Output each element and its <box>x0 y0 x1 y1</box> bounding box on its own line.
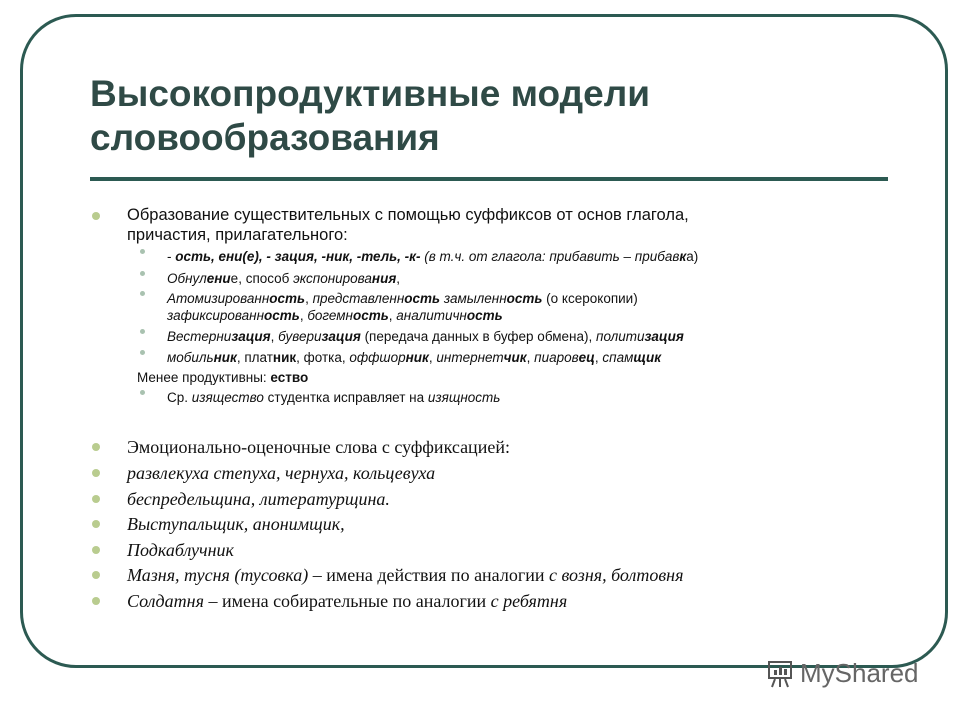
text-segment: зация <box>321 329 361 344</box>
text-segment: , <box>594 350 603 365</box>
list-item <box>127 226 348 245</box>
bullet-icon <box>140 249 145 254</box>
text-segment: ени <box>206 271 231 286</box>
presentation-icon <box>766 659 794 689</box>
list-item <box>127 540 234 561</box>
text-segment: ость <box>404 291 441 306</box>
bullet-icon <box>92 571 100 579</box>
list-item <box>127 514 345 535</box>
text-segment: с ребятня <box>490 591 568 611</box>
list-item <box>127 206 689 225</box>
text-segment: Вестерни <box>167 329 232 344</box>
bullet-icon <box>92 546 100 554</box>
text-segment: – имена действия по аналогии <box>308 565 549 585</box>
title-line: Высокопродуктивные модели <box>90 73 650 114</box>
text-segment: с возня, болтовня <box>548 565 684 585</box>
text-segment: , плат <box>236 350 273 365</box>
text-segment: (передача данных в буфер обмена), <box>360 329 597 344</box>
text-segment: – имена собирательные по аналогии <box>203 591 491 611</box>
text-segment: ) <box>693 249 699 264</box>
text-segment: ость <box>466 308 503 323</box>
text-segment: полити <box>596 329 645 344</box>
bullet-icon <box>92 469 100 477</box>
text-segment: замыленн <box>443 291 507 306</box>
text-segment: зация <box>644 329 684 344</box>
text-segment: ния <box>371 271 397 286</box>
text-segment: (в т.ч. от глагола: прибавить – прибав <box>420 249 680 264</box>
text-segment: бувери <box>278 329 322 344</box>
text-segment: интернет <box>436 350 504 365</box>
text-segment: ость <box>269 291 306 306</box>
bullet-icon <box>92 597 100 605</box>
text-segment: , фотка, <box>296 350 350 365</box>
text-segment: ник <box>272 350 297 365</box>
text-segment: Образование существительных с помощью суффиксов от основ глагола, <box>127 206 689 224</box>
text-segment: Выступальщик, анонимщик, <box>127 514 345 534</box>
text-segment: , способ <box>238 271 294 286</box>
list-item <box>137 370 308 385</box>
text-segment: Менее продуктивны: <box>137 370 271 385</box>
text-segment: изящность <box>427 390 501 405</box>
bullet-icon <box>140 390 145 395</box>
text-segment: Эмоционально-оценочные слова с суффиксацией: <box>127 437 510 457</box>
list-item <box>167 291 638 306</box>
watermark-text: MyShared <box>800 658 919 688</box>
text-segment: щик <box>633 350 662 365</box>
text-segment: Подкаблучник <box>127 540 234 560</box>
list-item <box>167 329 684 344</box>
text-segment: ость, ени(е), - зация, -ник, -тель, -к- <box>175 249 421 264</box>
text-segment: Ср. <box>167 390 192 405</box>
bullet-icon <box>140 271 145 276</box>
bullet-icon <box>92 495 100 503</box>
list-item <box>167 249 698 264</box>
list-item <box>127 463 435 484</box>
text-segment: ник <box>213 350 237 365</box>
text-segment: ец <box>578 350 595 365</box>
list-item <box>167 308 503 323</box>
slide-title <box>90 72 890 160</box>
title-line: словообразования <box>90 117 440 158</box>
text-segment: изящество <box>191 390 264 405</box>
bullet-icon <box>92 520 100 528</box>
text-segment: ество <box>270 370 309 385</box>
text-segment: беспредельщина, литературщина. <box>127 489 390 509</box>
text-segment: чик <box>503 350 527 365</box>
text-segment: , <box>526 350 535 365</box>
list-item <box>127 489 390 510</box>
text-segment: оффшор <box>349 350 406 365</box>
list-item <box>167 390 500 405</box>
text-segment: зафиксированн <box>167 308 265 323</box>
text-segment: Мазня, тусня (тусовка) <box>127 565 309 585</box>
text-segment: пиаров <box>534 350 579 365</box>
text-segment: ость <box>506 291 543 306</box>
text-segment: Атомизированн <box>167 291 270 306</box>
text-segment: экспонирова <box>293 271 372 286</box>
text-segment: студентка исправляет на <box>263 390 428 405</box>
text-segment: , <box>396 271 401 286</box>
text-segment: к <box>679 249 687 264</box>
text-segment: , <box>305 291 313 306</box>
text-segment: е <box>230 271 239 286</box>
list-item <box>127 565 683 586</box>
list-item <box>167 350 661 365</box>
bullet-icon <box>140 291 145 296</box>
text-segment: причастия, прилагательного: <box>127 226 348 244</box>
bullet-icon <box>92 443 100 451</box>
text-segment: Обнул <box>167 271 207 286</box>
text-segment: ник <box>405 350 429 365</box>
text-segment: Солдатня <box>127 591 204 611</box>
text-segment: зация <box>231 329 271 344</box>
text-segment: , <box>299 308 308 323</box>
text-segment: ость <box>264 308 300 323</box>
text-segment: , <box>270 329 279 344</box>
text-segment: (о ксерокопии) <box>542 291 638 306</box>
bullet-icon <box>92 212 100 220</box>
title-divider <box>90 177 888 181</box>
text-segment: а <box>686 249 694 264</box>
text-segment: , <box>388 308 397 323</box>
text-segment: развлекуха степуха, чернуха, кольцевуха <box>127 463 436 483</box>
text-segment: - <box>167 249 176 264</box>
text-segment: спам <box>602 350 634 365</box>
text-segment: аналитичн <box>396 308 467 323</box>
bullet-icon <box>140 329 145 334</box>
list-item <box>127 591 567 612</box>
text-segment: богемн <box>307 308 353 323</box>
list-item <box>167 271 400 286</box>
text-segment: мобиль <box>167 350 214 365</box>
watermark-logo <box>766 658 919 689</box>
text-segment: ость <box>352 308 389 323</box>
bullet-icon <box>140 350 145 355</box>
text-segment: , <box>428 350 437 365</box>
text-segment: представленн <box>312 291 405 306</box>
list-item <box>127 437 510 458</box>
